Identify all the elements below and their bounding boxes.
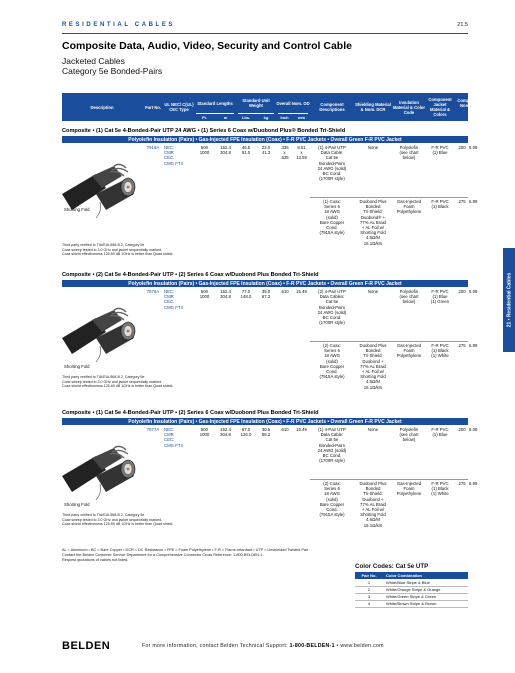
unit-lbs: Lbs. [241, 115, 251, 120]
component-od-mm: 5.08 [469, 427, 478, 432]
insulation: Gas-Injected Foam Polyethylene [396, 199, 422, 215]
shielding: None [367, 145, 379, 150]
cable-cutaway-icon [62, 158, 142, 228]
color-codes-table [355, 572, 468, 608]
component-od-inch: .275 [457, 481, 466, 486]
part-number: 7876A [146, 289, 160, 294]
overall-od-mm: 15.49 [296, 427, 307, 432]
abbreviation-legend: AL = Aluminum • BC = Bare Copper • DCR = DC Resistance • FPE = Foam Polyethylene • F-R = Flame-retardant • UTP = Unshielded Twisted Pair Contact the Belden Customer Service Department for a Comprehensive Connector Cross Reference: 1-800-BELDEN-1. Request quotations of cables not listed. [62, 548, 309, 562]
shielding: Duobond Plus Bonded Tri-Shield: Duobond + 77% AL Braid + AL Foil w/ Shorting Fold 4.6Ω/M 15.1Ω/km [359, 481, 387, 528]
table-column-header [62, 93, 481, 121]
cable-illustration [62, 158, 142, 233]
component-od-inch: .200 [457, 289, 466, 294]
pair-no: 2 [355, 586, 383, 593]
component-od-mm: 6.99 [469, 343, 478, 348]
footer-contact [142, 643, 384, 649]
weight-kg: 30.5 58.2 [261, 427, 271, 438]
table-row [355, 586, 468, 593]
overall-od-mm: 15.49 [296, 289, 307, 294]
subtitle-jacketed: Jacketed Cables [62, 56, 125, 66]
ul-type: NEC: CMR CEC: CMG FT4 [164, 289, 183, 310]
belden-logo: BELDEN [62, 640, 111, 652]
jacket: F-R PVC (1) Blue [431, 427, 449, 438]
overall-od-inch: .610 [280, 427, 289, 432]
table-row [355, 593, 468, 600]
part-number: 7877A [146, 427, 160, 432]
insulation: Polyolefin (see chart below) [399, 427, 419, 443]
color-combination: White/Green Stripe & Green [383, 593, 468, 600]
pair-no: 4 [355, 600, 383, 607]
overall-od-mm: 8.51 x 13.59 [296, 145, 307, 161]
page-number: 21.5 [457, 22, 468, 28]
col-component-od: Component Nom. OD [457, 98, 481, 108]
weight-kg: 22.0 41.3 [261, 145, 271, 156]
overall-od-inch: .335 x .535 [280, 145, 289, 161]
shielding: None [367, 427, 379, 432]
section-notes: Third party verified to TIA/EIA-568-B.2, Category 5e Coax sweep tested to 3.0 GHz and jacket sequentially marked. Coax shield effectiveness 125-69 dB 1GHz is better than Quad shield. [62, 375, 174, 389]
cable-cutaway-icon [62, 302, 142, 372]
ul-type: NEC: CMR CEC: CMG FT4 [164, 427, 183, 448]
page-title: Composite Data, Audio, Video, Security and Control Cable [62, 40, 352, 52]
unit-m: m [223, 115, 228, 120]
col-part-no: Part No. [144, 104, 162, 110]
length-ft: 500 1000 [199, 427, 210, 438]
section-notes: Third party verified to TIA/EIA-568-B.2, Category 5e Coax sweep tested to 3.0 GHz and jacket sequentially marked. Coax shield effectiveness 125-69 dB 1GHz is better than Quad shield. [62, 243, 174, 257]
table-row [355, 600, 468, 607]
table-row [355, 579, 468, 586]
length-ft: 500 1000 [199, 289, 210, 300]
section-name: RESIDENTIAL CABLES [62, 22, 176, 28]
col-insulation: Insulation Material & Color Code [392, 99, 426, 115]
unit-inch: Inch [280, 115, 289, 120]
unit-ft: Ft. [202, 115, 207, 120]
color-combination: White/Brown Stripe & Brown [383, 600, 468, 607]
component-od-mm: 6.99 [469, 199, 478, 204]
side-tab-label: 21 • Residential Cables [506, 272, 512, 328]
col-overall-od: Overall Nom. OD [276, 100, 310, 106]
shielding: Duobond Plus Bonded Tri-Shield: Duobond + 77% AL Braid + AL Foil w/ Shorting Fold 4.6Ω/M 15.1Ω/km [359, 343, 387, 390]
component-divider [310, 197, 468, 198]
component-od-inch: .200 [457, 427, 466, 432]
length-m: 152.4 304.8 [220, 289, 231, 300]
col-component-descriptions: Component Descriptions [319, 102, 345, 112]
insulation: Polyolefin (see chart below) [399, 289, 419, 305]
component-description: (2) Coax: Series 6 18 AWG (solid) Bare Copper Cond. (7915A style) [319, 481, 345, 518]
jacket: F-R PVC (1) Black [431, 199, 449, 210]
side-tab [503, 248, 515, 352]
section-insulation-bar: Polyolefin Insulation (Pairs) • Gas-Injected FPE Insulation (Coax) • F-R PVC Jackets • Overall Green F-R PVC Jacket [62, 280, 468, 287]
pair-no: 1 [355, 579, 383, 586]
component-divider [310, 479, 468, 480]
component-description: (1) 4-Pair UTP Data Cable: Cat 5e Bonded-Pairs 24 AWG (solid) BC Cond. (1700R style) [317, 145, 347, 182]
jacket: F-R PVC (1) Blue (1) Green [430, 289, 450, 305]
col-shielding: Shielding Material & Nom. DCR [355, 102, 391, 112]
component-divider [310, 341, 468, 342]
component-description: (2) 4-Pair UTP Data Cables: Cat 5e Bonded-Pairs 24 AWG (solid) BC Cond. (1700R style) [317, 289, 347, 326]
length-m: 152.4 304.8 [220, 427, 231, 438]
page-header [62, 22, 468, 32]
length-m: 152.4 304.8 [220, 145, 231, 156]
pair-no: 3 [355, 593, 383, 600]
part-number: 7918A [146, 145, 160, 150]
section-insulation-bar: Polyolefin Insulation (Pairs) • Gas-Injected FPE Insulation (Coax) • F-R PVC Jackets • Overall Green F-R PVC Jacket [62, 136, 468, 143]
length-ft: 500 1000 [199, 145, 210, 156]
color-combination: White/Blue Stripe & Blue [383, 579, 468, 586]
component-od-mm: 5.08 [469, 289, 478, 294]
subtitle-category: Category 5e Bonded-Pairs [62, 66, 163, 76]
col-ul-type: UL NEC/ C(UL) CEC Type [164, 102, 194, 112]
component-description: (1) 4-Pair UTP Data Cable: Cat 5e Bonded-Pairs 24 AWG (solid) BC Cond. (1700R style) [317, 427, 347, 464]
section-title: Composite • (1) Cat 5e 4-Bonded-Pair UTP • (2) Series 6 Coax w/Duobond Plus Bonded Tri-Shield [62, 410, 319, 416]
weight-lbs: 77.0 148.0 [240, 289, 252, 300]
header-rule [62, 33, 468, 34]
section-title: Composite • (2) Cat 5e 4-Bonded-Pair UTP • (2) Series 6 Coax w/Duobond Plus Bonded Tri-Shield [62, 272, 319, 278]
shorting-fold-label: Shorting Fold [64, 364, 90, 369]
cable-cutaway-icon [62, 440, 142, 510]
footer-phone[interactable]: 1-800-BELDEN-1 [289, 643, 335, 649]
section-insulation-bar: Polyolefin Insulation (Pairs) • Gas-Injected FPE Insulation (Coax) • F-R PVC Jackets • Overall Green F-R PVC Jacket [62, 418, 468, 425]
weight-lbs: 67.0 126.0 [240, 427, 252, 438]
insulation: Gas-Injected Foam Polyethylene [396, 481, 422, 497]
insulation: Polyolefin (see chart below) [399, 145, 419, 161]
weight-lbs: 46.5 91.0 [241, 145, 251, 156]
shorting-fold-label: Shorting Fold [64, 502, 90, 507]
section-title: Composite • (1) Cat 5e 4-Bonded-Pair UTP 24 AWG • (1) Series 6 Coax w/Duobond Plus® Bonded Tri-Shield [62, 128, 346, 134]
jacket: F-R PVC (1) Black (1) White [431, 481, 449, 497]
footer-website[interactable]: • www.belden.com [334, 643, 384, 649]
col-std-weight: Standard Unit Weight [242, 98, 270, 108]
col-description: Description [90, 104, 114, 110]
jacket: F-R PVC (1) Black (1) White [431, 343, 449, 359]
component-od-mm: 6.99 [469, 481, 478, 486]
unit-kg: kg [263, 115, 269, 120]
component-od-inch: .275 [457, 343, 466, 348]
weight-kg: 35.0 67.2 [261, 289, 271, 300]
unit-mm: mm [297, 115, 306, 120]
col-jacket: Component Jacket Material & Colors [428, 97, 452, 117]
section-notes: Third party verified to TIA/EIA-568-B.2, Category 5e Coax sweep tested to 3.0 GHz and jacket sequentially marked. Coax shield effectiveness 125-69 dB 1GHz is better than Quad shield. [62, 513, 174, 527]
component-description: (1) Coax: Series 6 18 AWG (solid) Bare Copper Cond. (7915A style) [319, 199, 345, 236]
jacket: F-R PVC (1) Blue [431, 145, 449, 156]
cc-header-color: Color Combination [383, 572, 468, 579]
cc-header-pair: Pair No. [355, 572, 383, 579]
footer-text-prefix: For more information, contact Belden Technical Support: [142, 643, 290, 649]
ul-type: NEC: CMR CEC: CMG FT4 [164, 145, 183, 166]
shorting-fold-label: Shorting Fold [64, 207, 90, 212]
col-std-lengths: Standard Lengths [197, 100, 233, 106]
shielding: Duobond Plus Bonded Tri-Shield: Duobond® + 77% AL Braid + AL Foil w/ Shorting Fold 4.6Ω/M 15.1Ω/km [359, 199, 387, 246]
shielding: None [367, 289, 379, 294]
overall-od-inch: .610 [280, 289, 289, 294]
component-od-mm: 5.08 [469, 145, 478, 150]
color-codes-title: Color Codes: Cat 5e UTP [355, 563, 429, 570]
insulation: Gas-Injected Foam Polyethylene [396, 343, 422, 359]
color-combination: White/Orange Stripe & Orange [383, 586, 468, 593]
component-od-inch: .200 [457, 145, 466, 150]
component-od-inch: .275 [457, 199, 466, 204]
component-description: (2) Coax: Series 6 18 AWG (solid) Bare Copper Cond. (7915A style) [319, 343, 345, 380]
